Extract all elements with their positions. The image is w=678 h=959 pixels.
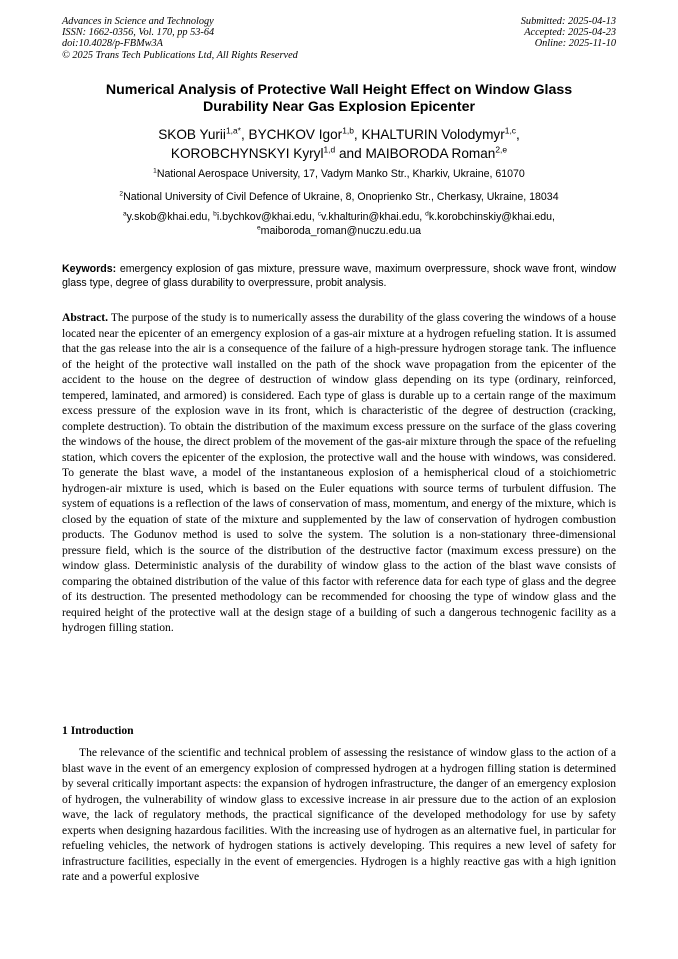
affiliation-2	[62, 190, 616, 204]
author-sep: and	[335, 146, 366, 161]
author-sup: 1,a*	[225, 125, 241, 136]
affiliation-1	[62, 167, 616, 181]
accepted-date: Accepted: 2025-04-23	[524, 27, 616, 39]
online-date: Online: 2025-11-10	[534, 38, 616, 50]
journal-info	[62, 16, 298, 61]
email-link[interactable]: k.korobchinskiy@khai.edu,	[428, 211, 555, 223]
author-sup: 2,e	[495, 144, 508, 155]
submitted-date: Submitted: 2025-04-13	[520, 16, 616, 27]
keywords-paragraph	[62, 262, 616, 290]
email-link[interactable]: v.khalturin@khai.edu,	[320, 211, 426, 223]
email-sup: e	[256, 224, 261, 232]
email-sup: d	[425, 210, 429, 218]
journal-name: Advances in Science and Technology	[62, 16, 214, 27]
copyright: © 2025 Trans Tech Publications Ltd, All Rights Reserved	[62, 49, 298, 61]
author-sup: 1,b	[342, 125, 354, 136]
title-line-2: Durability Near Gas Explosion Epicenter	[202, 99, 475, 115]
affiliation-sup: 2	[119, 190, 124, 198]
email-sup: c	[317, 210, 321, 218]
author-name: MAIBORODA Roman	[365, 146, 496, 161]
author-emails	[62, 210, 616, 238]
author-sep: ,	[353, 127, 362, 142]
email-line-1	[62, 210, 616, 224]
email-sup: b	[213, 210, 217, 218]
email-line-2	[62, 224, 616, 238]
email-sup: a	[122, 210, 127, 218]
publication-dates	[521, 16, 616, 50]
author-sup: 1,d	[323, 144, 336, 155]
doi: doi:10.4028/p-FBMw3A	[62, 38, 163, 50]
email-link[interactable]: maiboroda_roman@nuczu.edu.ua	[260, 225, 421, 237]
abstract-text: The purpose of the study is to numerically assess the durability of the glass covering the windows of a house located near the epicenter of an emergency explosion of a gas-air mixture at a hydrogen refueling station. It is assumed that the gas release into the air is a consequence of the failure of a high-pressure hydrogen storage tank. The influence of the height of the protective wall installed on the path of the shock wave propagation from the epicenter of the accident to the house on the degree of destruction of window glass depending on its type (ordinary, reinforced, tempered, laminated, and armored) is considered. Each type of glass is durable up to a certain range of the maximum excess pressure of the explosion wave in its front, which is characteristic of the degree of destruction (cracking, complete destruction). To obtain the distribution of the maximum excess pressure on the surface of the glass covering the windows of the house, the direct problem of the movement of the gas-air mixture through the space of the refueling station, which covers the epicenter of the explosion, the protective wall and the house with windows, was considered. To generate the blast wave, a model of the instantaneous explosion of a hemispherical cloud of a stoichiometric hydrogen-air mixture is used, which is based on the Euler equations with source terms of turbulent diffusion. The system of equations is a reflection of the laws of conservation of mass, momentum, and energy of the mixture, which is closed by the equation of state of the mixture and supplemented by the law of conservation of hydrogen combustion products. The Godunov method is used to solve the system. The solution is a non-stationary three-dimensional pressure field, which is the source of the distribution of the destructive factor (maximum excess pressure) on the window glass. Deterministic analysis of the durability of window glass to the action of the blast wave consists of comparing the obtained distribution of the value of this factor with reference data for each type of glass and the degree of its destruction. The presented methodology can be recommended for choosing the type of window glass and the required height of the protective wall at the design stage of a building of such a dangerous technogenic facility as a hydrogen filling station.	[62, 311, 616, 634]
paper-title	[62, 82, 616, 116]
introduction-paragraph: The relevance of the scientific and technical problem of assessing the resistance of window glass to the action of a blast wave in the event of an emergency explosion of compressed hydrogen at a hydrogen filling station is determined by several critically important aspects: the expansion of hydrogen infrastructure, the danger of an emergency explosion of hydrogen, the vulnerability of window glass to excessive increase in air pressure due to the action of an explosion wave, the lack of regulatory methods, the practical significance of the developed methodology for use by safety experts when designing hazardous facilities. With the increasing use of hydrogen as an alternative fuel, in particular for refueling vehicles, the network of hydrogen stations is actively developing. This requires a new level of safety for infrastructure facilities, especially in the event of emergencies. Hydrogen is a highly reactive gas with a high ignition rate and a powerful explosive	[62, 746, 616, 883]
affiliation-text: National Aerospace University, 17, Vadym Manko Str., Kharkiv, Ukraine, 61070	[156, 168, 525, 180]
author-line-2	[62, 144, 616, 163]
affiliation-sup: 1	[153, 167, 157, 175]
abstract-paragraph	[62, 310, 616, 636]
title-line-1: Numerical Analysis of Protective Wall Height Effect on Window Glass	[105, 82, 573, 98]
abstract-label: Abstract.	[62, 311, 109, 324]
author-name: KHALTURIN Volodymyr	[361, 127, 505, 142]
author-name: KOROBCHYNSKYI Kyryl	[170, 146, 324, 161]
affiliation-text: National University of Civil Defence of Ukraine, 8, Onoprienko Str., Cherkasy, Ukraine, 18034	[123, 191, 559, 203]
issn: ISSN: 1662-0356, Vol. 170, pp 53-64	[62, 27, 215, 39]
email-link[interactable]: y.skob@khai.edu,	[126, 211, 214, 223]
author-line-1	[62, 125, 616, 144]
section-heading: 1 Introduction	[62, 724, 134, 737]
author-sep: ,	[240, 127, 249, 142]
author-name: SKOB Yurii	[158, 127, 226, 142]
author-sep: ,	[516, 127, 520, 142]
author-name: BYCHKOV Igor	[248, 127, 343, 142]
keywords-text: emergency explosion of gas mixture, pressure wave, maximum overpressure, shock wave front, window glass type, degree of glass durability to overpressure, probit analysis.	[62, 263, 616, 289]
email-link[interactable]: i.bychkov@khai.edu,	[216, 211, 318, 223]
author-list	[62, 125, 616, 163]
keywords-label: Keywords:	[62, 263, 117, 275]
author-sup: 1,c	[504, 125, 517, 136]
